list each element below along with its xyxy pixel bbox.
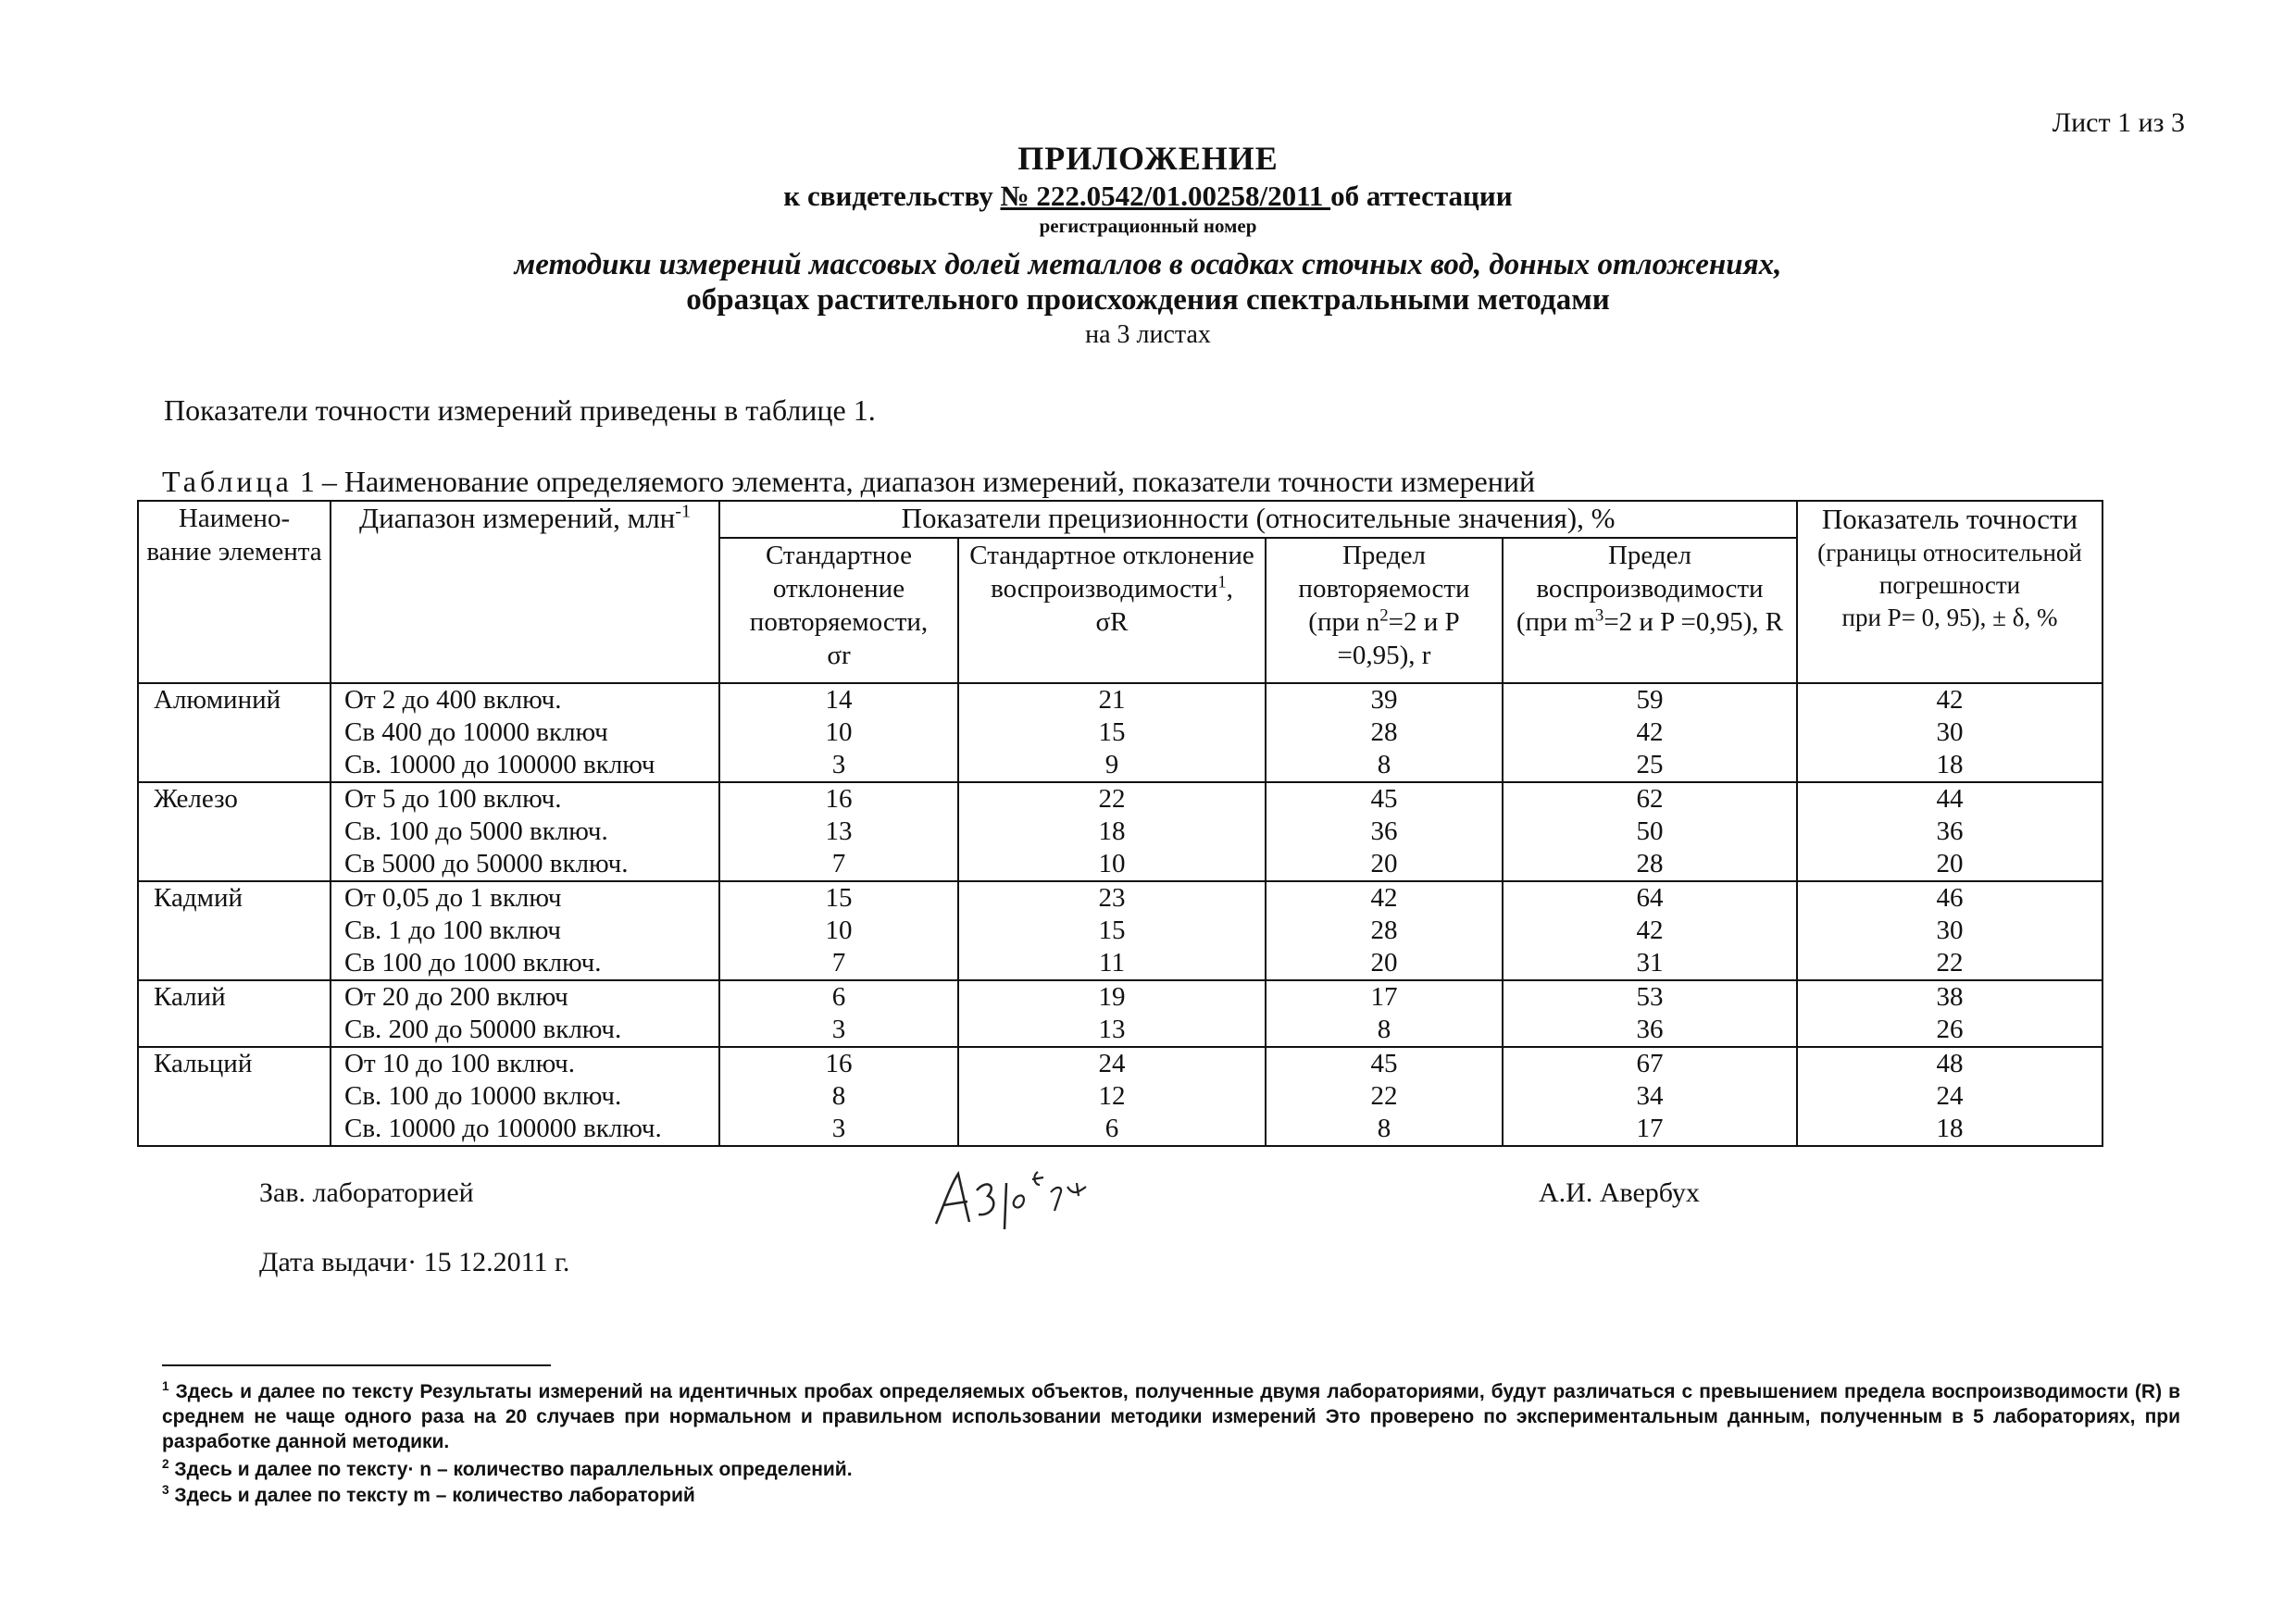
limit-repro-cell: 36 bbox=[1503, 1014, 1797, 1047]
sd-repeat-cell: 10 bbox=[719, 716, 958, 749]
accuracy-cell: 18 bbox=[1797, 1113, 2103, 1146]
table-caption bbox=[162, 465, 1535, 499]
signatory-name: А.И. Авербух bbox=[1539, 1177, 1700, 1208]
sd-repro-cell: 21 bbox=[958, 683, 1266, 716]
limit-repro-cell: 42 bbox=[1503, 716, 1797, 749]
header-sd-repro-text: Стандартное отклонение воспроизводимости bbox=[969, 541, 1254, 604]
sd-repro-cell: 23 bbox=[958, 881, 1266, 915]
table-row bbox=[138, 782, 2103, 816]
element-name-cell: Кальций bbox=[138, 1047, 331, 1146]
sd-repro-cell: 19 bbox=[958, 980, 1266, 1014]
accuracy-cell: 30 bbox=[1797, 915, 2103, 947]
certificate-prefix: к свидетельству bbox=[783, 180, 1001, 212]
issue-date: Дата выдачи· 15 12.2011 г. bbox=[259, 1247, 570, 1277]
header-accuracy-title: Показатель точности bbox=[1821, 503, 2078, 535]
limit-repeat-cell: 28 bbox=[1266, 915, 1503, 947]
accuracy-cell: 46 bbox=[1797, 881, 2103, 915]
accuracy-cell: 24 bbox=[1797, 1080, 2103, 1113]
limit-repeat-cell: 45 bbox=[1266, 782, 1503, 816]
element-name-cell: Кадмий bbox=[138, 881, 331, 980]
table-row bbox=[138, 881, 2103, 915]
header-sd-repro-sup: 1 bbox=[1217, 572, 1227, 592]
limit-repeat-cell: 36 bbox=[1266, 816, 1503, 848]
element-name-cell: Железо bbox=[138, 782, 331, 881]
certificate-suffix: об аттестации bbox=[1330, 180, 1513, 212]
accuracy-cell: 30 bbox=[1797, 716, 2103, 749]
limit-repeat-cell: 8 bbox=[1266, 1014, 1503, 1047]
element-name-cell: Калий bbox=[138, 980, 331, 1047]
limit-repro-cell: 34 bbox=[1503, 1080, 1797, 1113]
sd-repeat-cell: 8 bbox=[719, 1080, 958, 1113]
table-row bbox=[138, 683, 2103, 716]
accuracy-cell: 36 bbox=[1797, 816, 2103, 848]
sd-repro-cell: 18 bbox=[958, 816, 1266, 848]
range-cell: От 10 до 100 включ. bbox=[331, 1047, 719, 1080]
sd-repeat-cell: 14 bbox=[719, 683, 958, 716]
limit-repro-cell: 25 bbox=[1503, 749, 1797, 782]
registration-number: № 222.0542/01.00258/2011 bbox=[1000, 180, 1331, 212]
header-element: Наимено-вание элемента bbox=[138, 501, 331, 683]
footnote-1-text: Здесь и далее по тексту Результаты измерений на идентичных пробах определяемых объектов, полученные двумя лабораториями, будут различаться с превышением предела воспроизводимости (R) в среднем не чаще одного раза на 20 случаев при нормальном и правильном использовании методики измерений Это проверено по экспериментальным данным, полученным в 5 лабораториях, при разработке данной методики. bbox=[162, 1381, 2180, 1452]
element-name-cell: Алюминий bbox=[138, 683, 331, 782]
header-accuracy-cond: при P= 0, 95), ± δ, % bbox=[1841, 604, 2058, 631]
limit-repro-cell: 67 bbox=[1503, 1047, 1797, 1080]
sd-repeat-cell: 6 bbox=[719, 980, 958, 1014]
table-row bbox=[138, 1047, 2103, 1080]
footnote-1-mark: 1 bbox=[162, 1379, 169, 1393]
header-limit-repeat-text: Предел повторяемости (при n bbox=[1298, 541, 1470, 637]
sd-repeat-cell: 13 bbox=[719, 816, 958, 848]
limit-repro-cell: 53 bbox=[1503, 980, 1797, 1014]
sd-repeat-cell: 16 bbox=[719, 782, 958, 816]
registration-caption: регистрационный номер bbox=[1039, 215, 1257, 237]
sd-repro-cell: 9 bbox=[958, 749, 1266, 782]
accuracy-cell: 44 bbox=[1797, 782, 2103, 816]
table-row bbox=[138, 749, 2103, 782]
header-limit-repro bbox=[1503, 538, 1797, 683]
table-row bbox=[138, 915, 2103, 947]
header-range-text: Диапазон измерений, млн bbox=[358, 502, 676, 534]
footnote-3-text: Здесь и далее по тексту m – количество лабораторий bbox=[168, 1485, 695, 1506]
accuracy-cell: 26 bbox=[1797, 1014, 2103, 1047]
footnote-1 bbox=[162, 1379, 2180, 1454]
sd-repeat-cell: 3 bbox=[719, 1113, 958, 1146]
handwritten-signature bbox=[929, 1164, 1104, 1239]
table-row bbox=[138, 947, 2103, 980]
limit-repeat-cell: 17 bbox=[1266, 980, 1503, 1014]
limit-repeat-cell: 8 bbox=[1266, 749, 1503, 782]
header-accuracy-sub: (границы относительной погрешности bbox=[1817, 539, 2082, 599]
accuracy-cell: 18 bbox=[1797, 749, 2103, 782]
table-header bbox=[138, 501, 2103, 683]
footnote-2-text: Здесь и далее по тексту· n – количество параллельных определений. bbox=[168, 1459, 853, 1480]
range-cell: От 20 до 200 включ bbox=[331, 980, 719, 1014]
method-title-line-1: методики измерений массовых долей металлов в осадках сточных вод, донных отложениях, bbox=[514, 248, 1782, 281]
certificate-line bbox=[0, 180, 2296, 213]
limit-repeat-cell: 20 bbox=[1266, 947, 1503, 980]
sheets-count: на 3 листах bbox=[1085, 320, 1211, 349]
range-cell: Св. 200 до 50000 включ. bbox=[331, 1014, 719, 1047]
header-range bbox=[331, 501, 719, 683]
sd-repeat-cell: 15 bbox=[719, 881, 958, 915]
range-cell: Св. 10000 до 100000 включ bbox=[331, 749, 719, 782]
sd-repro-cell: 22 bbox=[958, 782, 1266, 816]
limit-repeat-cell: 20 bbox=[1266, 848, 1503, 881]
footnote-separator bbox=[162, 1364, 551, 1366]
table-row bbox=[138, 848, 2103, 881]
footnote-3 bbox=[162, 1483, 2180, 1508]
accuracy-table bbox=[137, 500, 2103, 1147]
sd-repro-cell: 11 bbox=[958, 947, 1266, 980]
header-range-sup: -1 bbox=[675, 501, 692, 522]
sd-repeat-cell: 16 bbox=[719, 1047, 958, 1080]
range-cell: Св. 100 до 10000 включ. bbox=[331, 1080, 719, 1113]
header-sd-repro bbox=[958, 538, 1266, 683]
header-limit-repeat-tail: =2 и P =0,95), r bbox=[1337, 607, 1460, 670]
range-cell: Св 5000 до 50000 включ. bbox=[331, 848, 719, 881]
table-body bbox=[138, 683, 2103, 1146]
sd-repeat-cell: 10 bbox=[719, 915, 958, 947]
footnote-2 bbox=[162, 1457, 2180, 1482]
sd-repro-cell: 15 bbox=[958, 915, 1266, 947]
accuracy-cell: 38 bbox=[1797, 980, 2103, 1014]
table-row bbox=[138, 980, 2103, 1014]
limit-repro-cell: 59 bbox=[1503, 683, 1797, 716]
header-sd-repro-symbol: σR bbox=[1095, 607, 1129, 637]
limit-repro-cell: 62 bbox=[1503, 782, 1797, 816]
range-cell: От 2 до 400 включ. bbox=[331, 683, 719, 716]
sd-repro-cell: 15 bbox=[958, 716, 1266, 749]
sd-repro-cell: 10 bbox=[958, 848, 1266, 881]
limit-repeat-cell: 28 bbox=[1266, 716, 1503, 749]
footnote-3-mark: 3 bbox=[162, 1483, 169, 1497]
sd-repeat-cell: 3 bbox=[719, 749, 958, 782]
limit-repro-cell: 50 bbox=[1503, 816, 1797, 848]
sd-repro-cell: 24 bbox=[958, 1047, 1266, 1080]
range-cell: Св 400 до 10000 включ bbox=[331, 716, 719, 749]
table-row bbox=[138, 816, 2103, 848]
accuracy-cell: 22 bbox=[1797, 947, 2103, 980]
method-title-line-2: образцах растительного происхождения спектральными методами bbox=[686, 283, 1610, 317]
limit-repeat-cell: 42 bbox=[1266, 881, 1503, 915]
table-caption-word: Таблица bbox=[162, 465, 293, 498]
header-limit-repeat bbox=[1266, 538, 1503, 683]
table-row bbox=[138, 1080, 2103, 1113]
header-accuracy bbox=[1797, 501, 2103, 683]
limit-repro-cell: 28 bbox=[1503, 848, 1797, 881]
accuracy-cell: 48 bbox=[1797, 1047, 2103, 1080]
limit-repro-cell: 64 bbox=[1503, 881, 1797, 915]
limit-repro-cell: 31 bbox=[1503, 947, 1797, 980]
table-row bbox=[138, 716, 2103, 749]
header-limit-repro-text: Предел воспроизводимости (при m bbox=[1516, 541, 1764, 637]
accuracy-cell: 20 bbox=[1797, 848, 2103, 881]
limit-repeat-cell: 45 bbox=[1266, 1047, 1503, 1080]
range-cell: От 0,05 до 1 включ bbox=[331, 881, 719, 915]
header-limit-repro-tail: =2 и P =0,95), R bbox=[1603, 607, 1784, 637]
range-cell: Св. 10000 до 100000 включ. bbox=[331, 1113, 719, 1146]
range-cell: Св 100 до 1000 включ. bbox=[331, 947, 719, 980]
limit-repro-cell: 17 bbox=[1503, 1113, 1797, 1146]
header-sd-repeat-symbol: σr bbox=[827, 641, 851, 670]
limit-repeat-cell: 39 bbox=[1266, 683, 1503, 716]
sd-repeat-cell: 3 bbox=[719, 1014, 958, 1047]
header-limit-repro-sup: 3 bbox=[1594, 605, 1604, 626]
footnote-2-mark: 2 bbox=[162, 1457, 169, 1471]
table-caption-text: 1 – Наименование определяемого элемента, диапазон измерений, показатели точности измерений bbox=[292, 465, 1536, 498]
table-row bbox=[138, 1014, 2103, 1047]
range-cell: От 5 до 100 включ. bbox=[331, 782, 719, 816]
sd-repeat-cell: 7 bbox=[719, 947, 958, 980]
limit-repro-cell: 42 bbox=[1503, 915, 1797, 947]
signatory-role: Зав. лабораторией bbox=[259, 1177, 474, 1208]
sd-repeat-cell: 7 bbox=[719, 848, 958, 881]
accuracy-cell: 42 bbox=[1797, 683, 2103, 716]
header-sd-repeat-text: Стандартное отклонение повторяемости, bbox=[749, 541, 929, 637]
header-precision-group: Показатели прецизионности (относительные значения), % bbox=[719, 501, 1797, 538]
sd-repro-cell: 13 bbox=[958, 1014, 1266, 1047]
table-row bbox=[138, 1113, 2103, 1146]
sd-repro-cell: 12 bbox=[958, 1080, 1266, 1113]
sd-repro-cell: 6 bbox=[958, 1113, 1266, 1146]
sheet-number: Лист 1 из 3 bbox=[2052, 107, 2185, 138]
limit-repeat-cell: 22 bbox=[1266, 1080, 1503, 1113]
range-cell: Св. 1 до 100 включ bbox=[331, 915, 719, 947]
intro-text: Показатели точности измерений приведены в таблице 1. bbox=[164, 393, 876, 427]
range-cell: Св. 100 до 5000 включ. bbox=[331, 816, 719, 848]
header-sd-repro-tail: , bbox=[1226, 574, 1233, 604]
document-title: ПРИЛОЖЕНИЕ bbox=[1017, 140, 1279, 177]
limit-repeat-cell: 8 bbox=[1266, 1113, 1503, 1146]
header-limit-repeat-sup: 2 bbox=[1379, 605, 1389, 626]
header-sd-repeat bbox=[719, 538, 958, 683]
